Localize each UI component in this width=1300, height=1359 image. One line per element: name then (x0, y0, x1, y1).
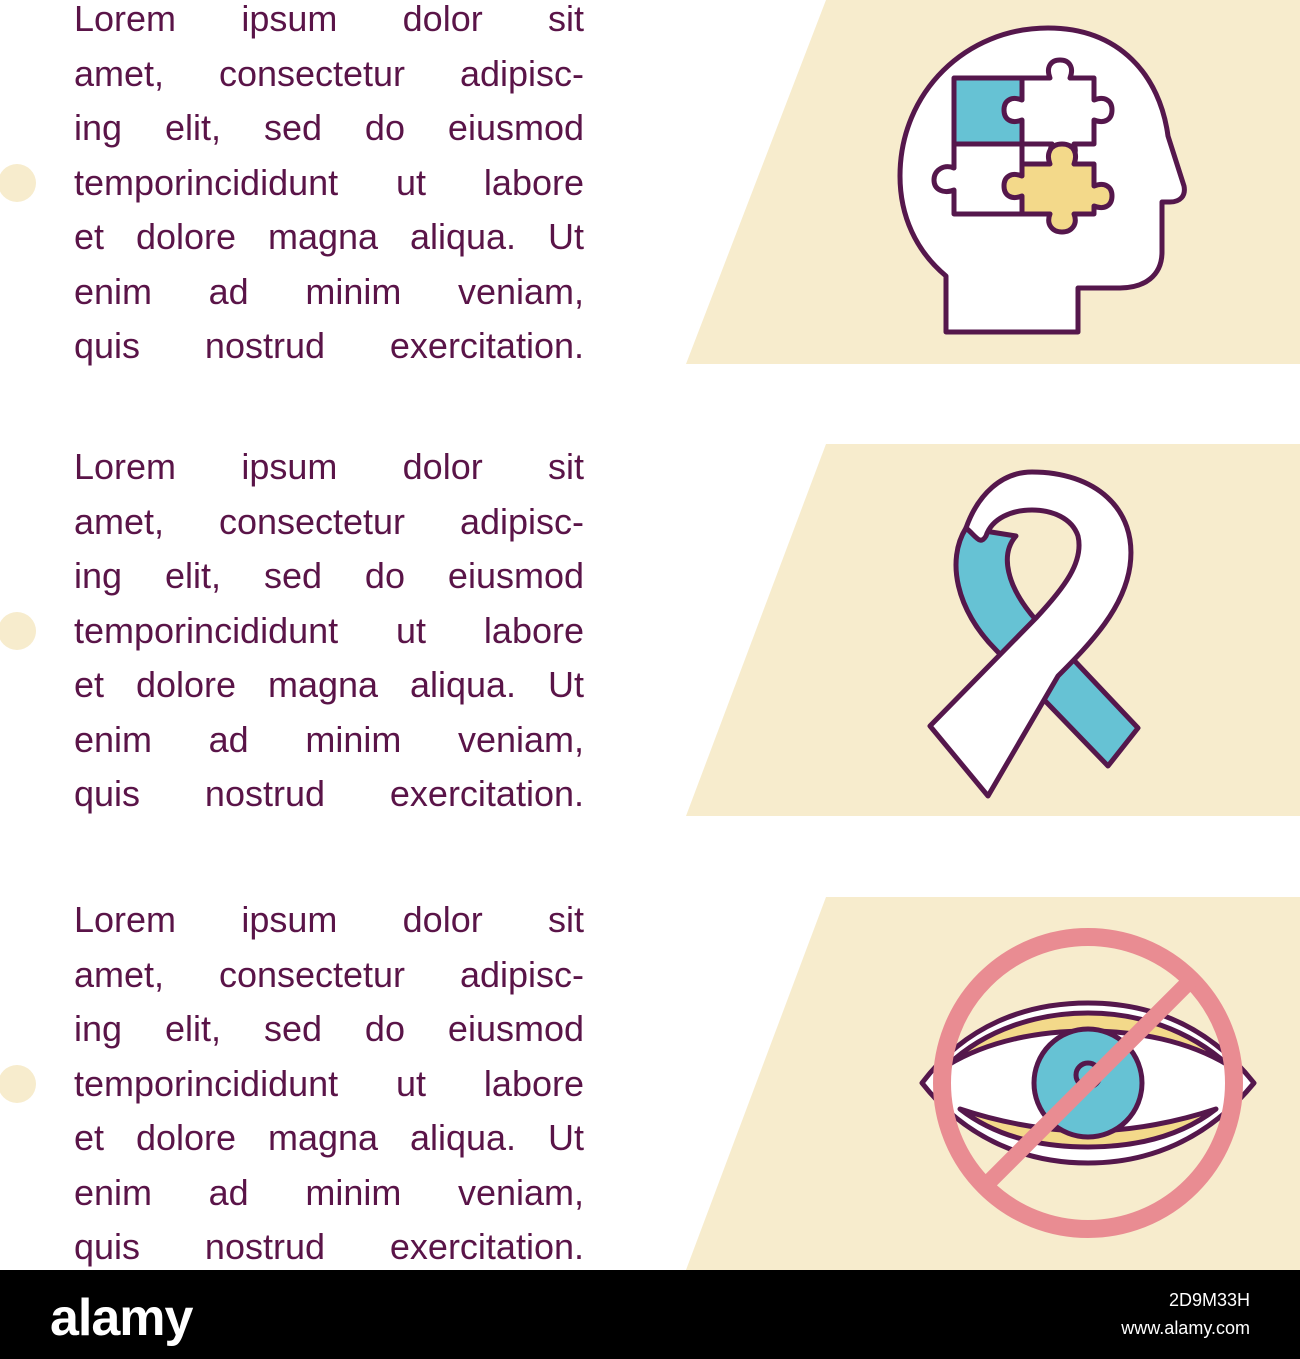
section-1 (0, 0, 1300, 372)
paragraph-line: enim ad minim veniam, (74, 1171, 584, 1213)
section-3 (0, 897, 1300, 1269)
paragraph-line: et dolore magna aliqua. Ut (74, 1117, 584, 1158)
icon-panel (686, 444, 1300, 816)
paragraph-line: et dolore magna aliqua. Ut (74, 664, 584, 705)
paragraph-line: temporincididunt ut labore (74, 1062, 584, 1104)
paragraph-line: et dolore magna aliqua. Ut (74, 216, 584, 257)
paragraph-line: ing elit, sed do eiusmod (74, 555, 584, 596)
paragraph-line: quis nostrud exercitation. (74, 325, 584, 366)
icon-panel (686, 0, 1300, 364)
paragraph-text (74, 440, 584, 822)
paragraph-line: Lorem ipsum dolor sit (74, 446, 584, 487)
icon-panel (686, 897, 1300, 1270)
paragraph-line: quis nostrud exercitation. (74, 1226, 584, 1267)
paragraph-line: enim ad minim veniam, (74, 270, 584, 312)
paragraph-line: Lorem ipsum dolor sit (74, 899, 584, 940)
paragraph-line: amet, consectetur adipisc- (74, 52, 584, 94)
paragraph-line: temporincididunt ut labore (74, 161, 584, 203)
alamy-logo: alamy (50, 1289, 193, 1347)
paragraph-line: enim ad minim veniam, (74, 718, 584, 760)
paragraph-line: ing elit, sed do eiusmod (74, 1008, 584, 1049)
paragraph-text (74, 0, 584, 374)
paragraph-line: amet, consectetur adipisc- (74, 500, 584, 542)
bullet-dot (0, 612, 36, 650)
paragraph-line: temporincididunt ut labore (74, 609, 584, 651)
paragraph-line: quis nostrud exercitation. (74, 773, 584, 814)
bullet-dot (0, 164, 36, 202)
section-2 (0, 444, 1300, 816)
paragraph-line: Lorem ipsum dolor sit (74, 0, 584, 39)
paragraph-text (74, 893, 584, 1275)
site-url: www.alamy.com (1121, 1318, 1250, 1338)
paragraph-line: ing elit, sed do eiusmod (74, 107, 584, 148)
bullet-dot (0, 1065, 36, 1103)
image-id: 2D9M33H (1168, 1290, 1250, 1310)
paragraph-line: amet, consectetur adipisc- (74, 953, 584, 995)
footer-bar (0, 1270, 1300, 1359)
